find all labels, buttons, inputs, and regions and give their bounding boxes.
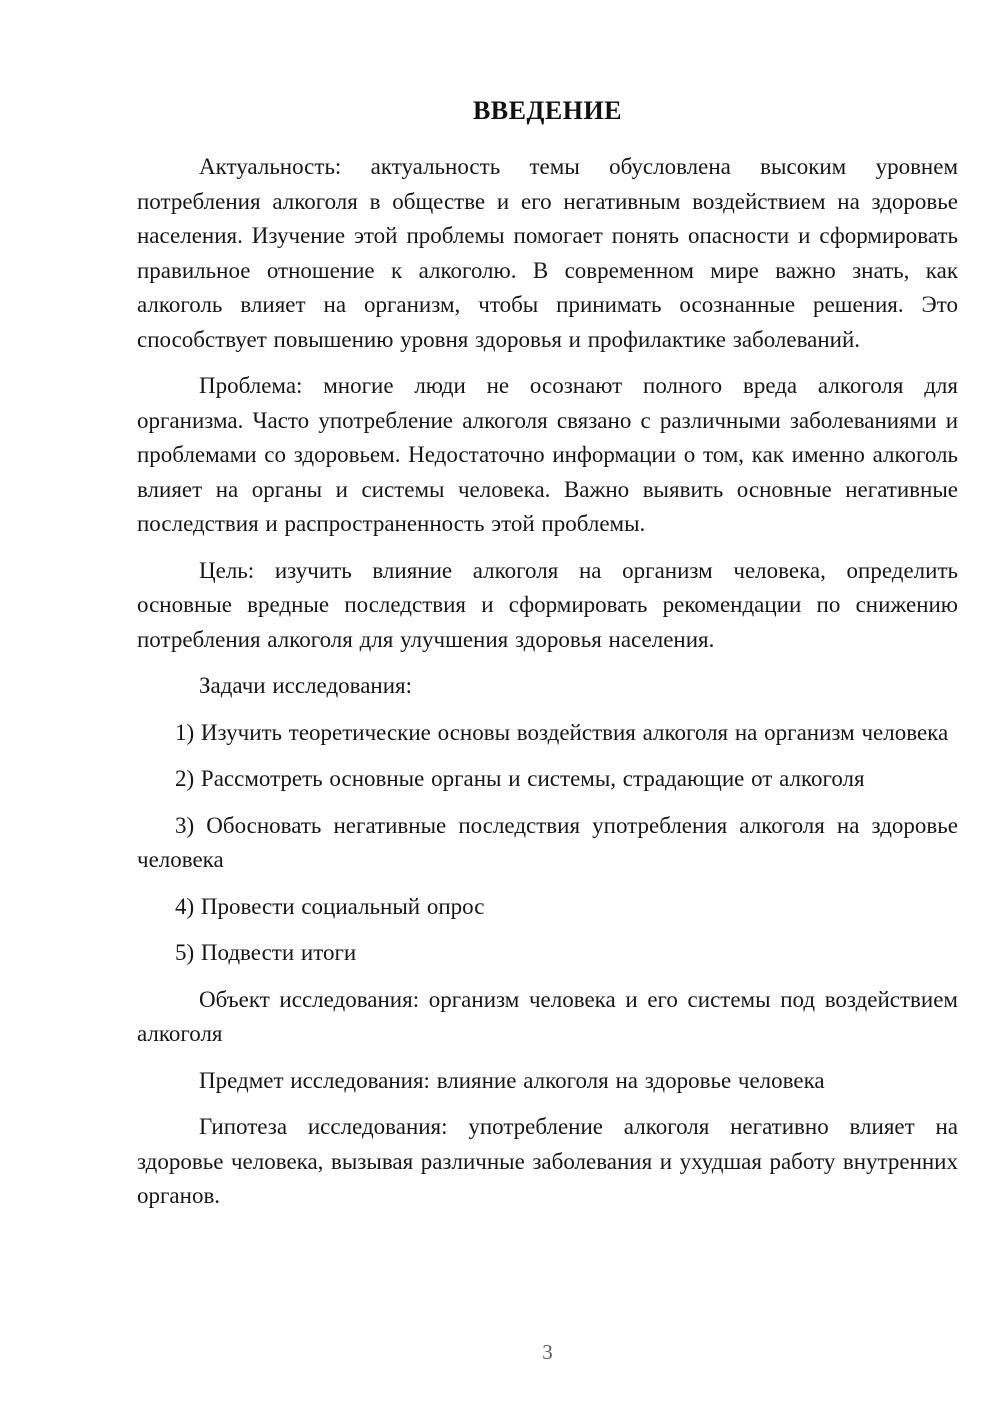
document-content [137, 96, 958, 1226]
document-body [137, 150, 958, 1214]
paragraph: Проблема: многие люди не осознают полного вреда алкоголя для организма. Часто употребление алкоголя связано с различными заболеваниями и проблемами со здоровьем. Недостаточно информации о том, как именно алкоголь влияет на органы и системы человека. Важно выявить основные негативные последствия и распространенность этой проблемы. [137, 373, 958, 536]
task-list-item: 1) Изучить теоретические основы воздействия алкоголя на организм человека [175, 719, 949, 745]
task-list-item: 5) Подвести итоги [175, 940, 357, 965]
page-number-label: 3 [542, 1340, 553, 1364]
paragraph: Объект исследования: организм человека и его системы под воздействием алкоголя [137, 986, 958, 1046]
task-list-item: 4) Провести социальный опрос [175, 893, 485, 919]
task-list-item: 2) Рассмотреть основные органы и системы, страдающие от алкоголя [175, 766, 865, 791]
paragraph: Цель: изучить влияние алкоголя на организм человека, определить основные вредные последствия и сформировать рекомендации по снижению потребления алкоголя для улучшения здоровья населения. [137, 557, 958, 652]
task-list-item: 3) Обосновать негативные последствия употребления алкоголя на здоровье человека [137, 812, 958, 872]
paragraph: Задачи исследования: [199, 673, 413, 698]
paragraph: Актуальность: актуальность темы обусловлена высоким уровнем потребления алкоголя в обществе и его негативным воздействием на здоровье населения. Изучение этой проблемы помогает понять опасности и сформировать правильное отношение к алкоголю. В современном мире важно знать, как алкоголь влияет на организм, чтобы принимать осознанные решения. Это способствует повышению уровня здоровья и профилактике заболеваний. [137, 154, 958, 352]
paragraph: Предмет исследования: влияние алкоголя на здоровье человека [199, 1067, 825, 1093]
paragraph: Гипотеза исследования: употребление алкоголя негативно влияет на здоровье человека, вызывая различные заболевания и ухудшая работу внутренних органов. [137, 1114, 958, 1208]
page-title: ВВЕДЕНИЕ [472, 96, 623, 125]
